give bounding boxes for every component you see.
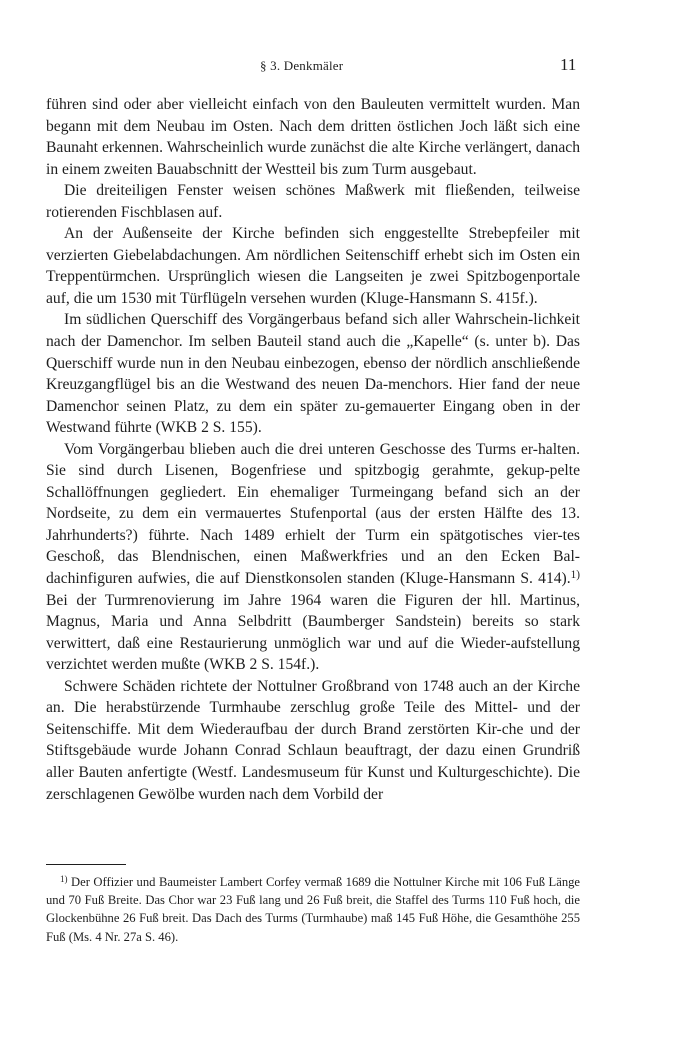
footnote-reference: 1) (570, 568, 580, 581)
footnote-text: Der Offizier und Baumeister Lambert Corfey vermaß 1689 die Nottulner Kirche mit 106 Fuß Länge und 70 Fuß Breite. Das Chor war 23 Fuß lang und 26 Fuß breit, die Staffel des Turms 110 Fuß hoch, die Glockenbühne 26 Fuß breit. Das Dach des Turms (Turmhaube) maß 145 Fuß Höhe, die Gesamthöhe 255 Fuß (Ms. 4 Nr. 27a S. 46). (46, 875, 580, 944)
body-text (46, 94, 580, 805)
paragraph-text: Vom Vorgängerbau blieben auch die drei unteren Geschosse des Turms er-halten. Sie sind durch Lisenen, Bogenfriese und spitzbogig gerahmte, gekup-pelte Schallöffnungen gegliedert. Ein ehemaliger Turmeingang befand sich an der Nordseite, zu dem ein vermauertes Stufenportal (aus der ersten Hälfte des 13. Jahrhunderts?) führte. Nach 1489 erhielt der Turm ein spätgotisches vier-tes Geschoß, das Blendnischen, einen Maßwerkfries und an den Ecken Bal-dachinfiguren aufwies, die auf Dienstkonsolen standen (Kluge-Hansmann S. 414). (46, 440, 580, 588)
footnote-marker: 1) (60, 873, 68, 884)
paragraph-text: Bei der Turmrenovierung im Jahre 1964 waren die Figuren der hll. Martinus, Magnus, Maria und Anna Selbdritt (Baumberger Sandstein) bereits so stark verwittert, daß eine Restaurierung unmöglich war und auf die Wieder-aufstellung verzichtet werden mußte (WKB 2 S. 154f.). (46, 591, 580, 674)
paragraph (46, 180, 580, 223)
paragraph (46, 309, 580, 438)
footnote-separator (46, 864, 126, 865)
paragraph (46, 94, 580, 180)
paragraph (46, 223, 580, 309)
footnote (46, 873, 580, 946)
paragraph-text: führen sind oder aber vielleicht einfach von den Bauleuten vermittelt wurden. Man begann mit dem Neubau im Osten. Nach dem dritten östlichen Joch läßt sich eine Baunaht erkennen. Wahrscheinlich wurde zunächst die alte Kirche verlängert, danach in einem zweiten Bauabschnitt der Westteil bis zum Turm ausgebaut. (46, 96, 580, 178)
running-header (0, 55, 700, 80)
paragraph-text: Die dreiteiligen Fenster weisen schönes Maßwerk mit fließenden, teilweise rotierenden Fischblasen auf. (46, 182, 580, 221)
paragraph (46, 676, 580, 805)
paragraph (46, 439, 580, 676)
paragraph-text: Schwere Schäden richtete der Nottulner Großbrand von 1748 auch an der Kirche an. Die herabstürzende Turmhaube zerschlug große Teile des Mittel- und der Seitenschiffe. Mit dem Wiederaufbau der durch Brand zerstörten Kir-che und der Stiftsgebäude wurde Johann Conrad Schlaun beauftragt, der dazu einen Grundriß aller Bauten anfertigte (Westf. Landesmuseum für Kunst und Kulturgeschichte). Die zerschlagenen Gewölbe wurden nach dem Vorbild der (46, 677, 580, 803)
paragraph-text: Im südlichen Querschiff des Vorgängerbaus befand sich aller Wahrschein-lichkeit nach der Damenchor. Im selben Bauteil stand auch die „Kapelle“ (s. unter b). Das Querschiff wurde nun in den Neubau einbezogen, ebenso der nördlich anschließende Kreuzgangflügel bis an die Westwand des neuen Da-menchors. Hier fand der neue Damenchor seinen Platz, zu dem ein später zu-gemauerter Eingang oben in der Westwand führte (WKB 2 S. 155). (46, 311, 580, 437)
paragraph-text: An der Außenseite der Kirche befinden sich enggestellte Strebepfeiler mit verzierten Giebelabdachungen. Am nördlichen Seitenschiff erhebt sich im Osten ein Treppentürmchen. Ursprünglich wiesen die Langseiten je zwei Spitzbogenportale auf, die um 1530 mit Türflügeln versehen wurden (Kluge-Hansmann S. 415f.). (46, 225, 580, 307)
section-title: § 3. Denkmäler (260, 58, 344, 73)
page-number: 11 (560, 55, 577, 74)
